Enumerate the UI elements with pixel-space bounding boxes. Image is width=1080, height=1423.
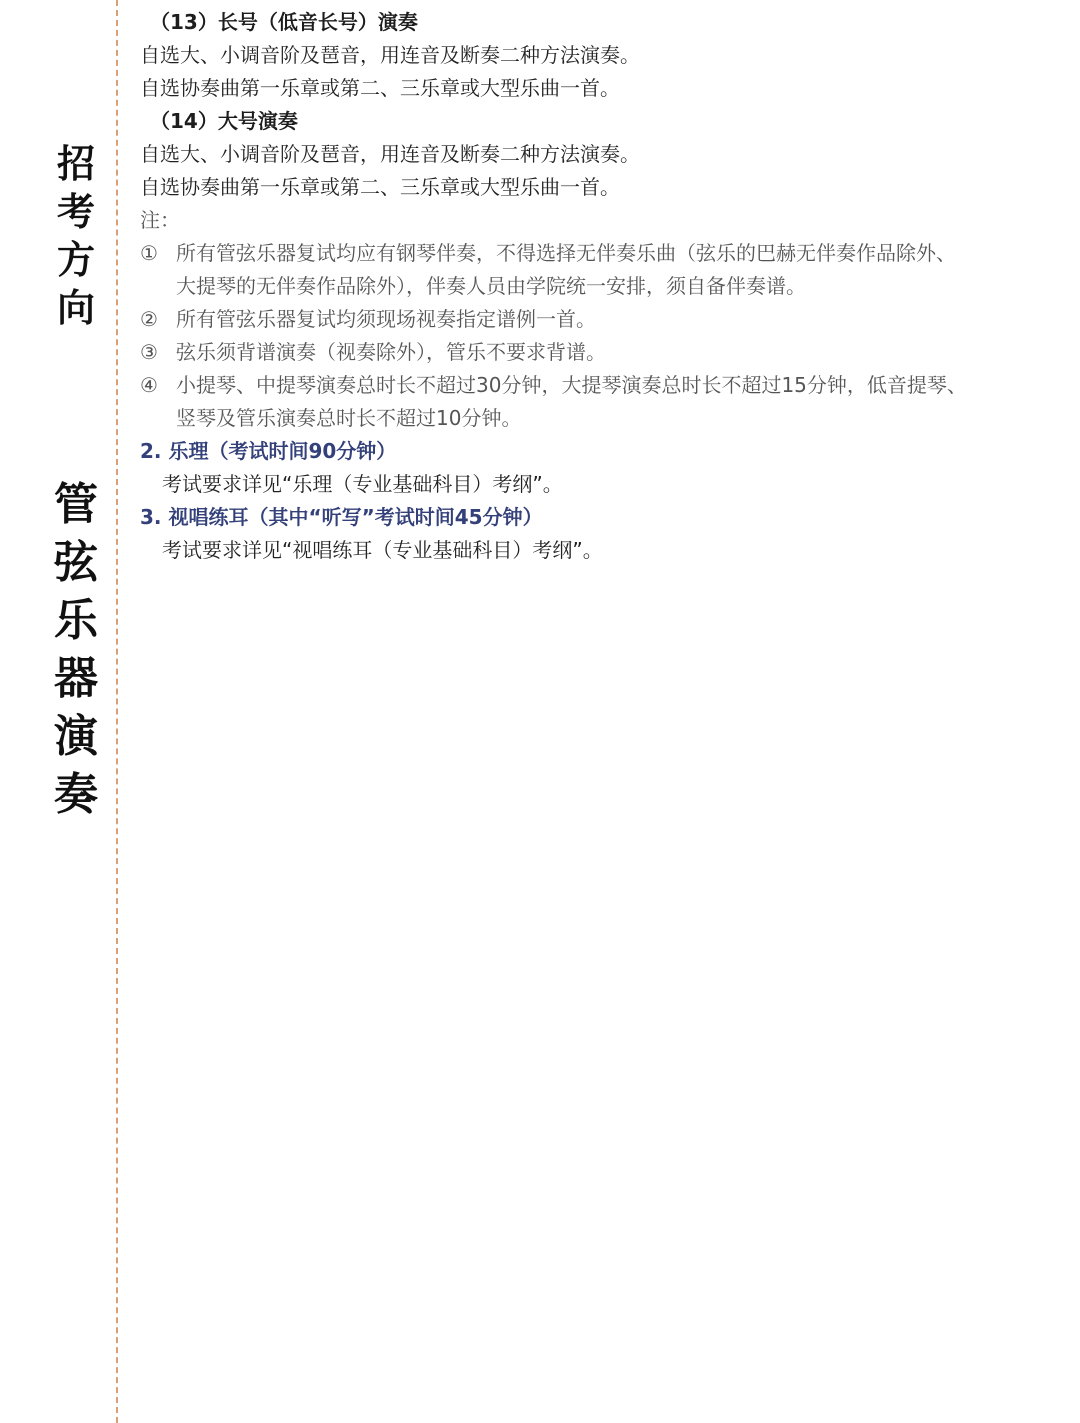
sidebar-label-orchestral-performance <box>40 476 112 824</box>
theory-section-text: 考试要求详见“乐理（专业基础科目）考纲”。 <box>162 472 563 496</box>
trombone-line-2: 自选协奏曲第一乐章或第二、三乐章或大型乐曲一首。 <box>140 76 620 100</box>
note-text: 所有管弦乐器复试均须现场视奏指定谱例一首。 <box>176 307 596 331</box>
note-text: 竖琴及管乐演奏总时长不超过10分钟。 <box>176 406 522 430</box>
sidebar-label-admission-direction <box>40 140 112 332</box>
sidebar-char: 方 <box>56 237 95 282</box>
sidebar-char: 奏 <box>54 769 98 820</box>
dashed-divider <box>116 0 118 1423</box>
note-text: 所有管弦乐器复试均应有钢琴伴奏，不得选择无伴奏乐曲（弦乐的巴赫无伴奏作品除外、 <box>176 241 956 265</box>
trombone-heading: （13）长号（低音长号）演奏 <box>150 10 418 34</box>
solfege-section-text: 考试要求详见“视唱练耳（专业基础科目）考纲”。 <box>162 538 603 562</box>
sidebar-char: 乐 <box>54 595 98 646</box>
note-item <box>140 303 1050 336</box>
note-item <box>140 237 1050 303</box>
sidebar-char: 招 <box>56 141 95 186</box>
note-item <box>140 336 1050 369</box>
sidebar-char: 管 <box>54 479 98 530</box>
note-text: 小提琴、中提琴演奏总时长不超过30分钟，大提琴演奏总时长不超过15分钟，低音提琴、 <box>176 373 967 397</box>
sidebar-char: 弦 <box>54 537 98 588</box>
trombone-line-1: 自选大、小调音阶及琶音，用连音及断奏二种方法演奏。 <box>140 43 640 67</box>
note-number: ④ <box>140 373 158 397</box>
tuba-line-2: 自选协奏曲第一乐章或第二、三乐章或大型乐曲一首。 <box>140 175 620 199</box>
note-number: ③ <box>140 340 158 364</box>
tuba-line-1: 自选大、小调音阶及琶音，用连音及断奏二种方法演奏。 <box>140 142 640 166</box>
note-text: 大提琴的无伴奏作品除外），伴奏人员由学院统一安排，须自备伴奏谱。 <box>176 274 806 298</box>
note-number: ② <box>140 307 158 331</box>
sidebar-char: 演 <box>54 711 98 762</box>
theory-section-title: 2. 乐理（考试时间90分钟） <box>140 439 397 463</box>
tuba-heading: （14）大号演奏 <box>150 109 298 133</box>
note-number: ① <box>140 241 158 265</box>
sidebar-char: 向 <box>56 285 95 330</box>
document-content <box>140 6 1050 567</box>
solfege-section-title: 3. 视唱练耳（其中“听写”考试时间45分钟） <box>140 505 543 529</box>
note-label: 注： <box>140 208 180 232</box>
sidebar <box>0 0 118 1423</box>
sidebar-char: 器 <box>54 653 98 704</box>
note-text: 弦乐须背谱演奏（视奏除外），管乐不要求背谱。 <box>176 340 606 364</box>
sidebar-char: 考 <box>56 189 95 234</box>
note-item <box>140 369 1050 435</box>
